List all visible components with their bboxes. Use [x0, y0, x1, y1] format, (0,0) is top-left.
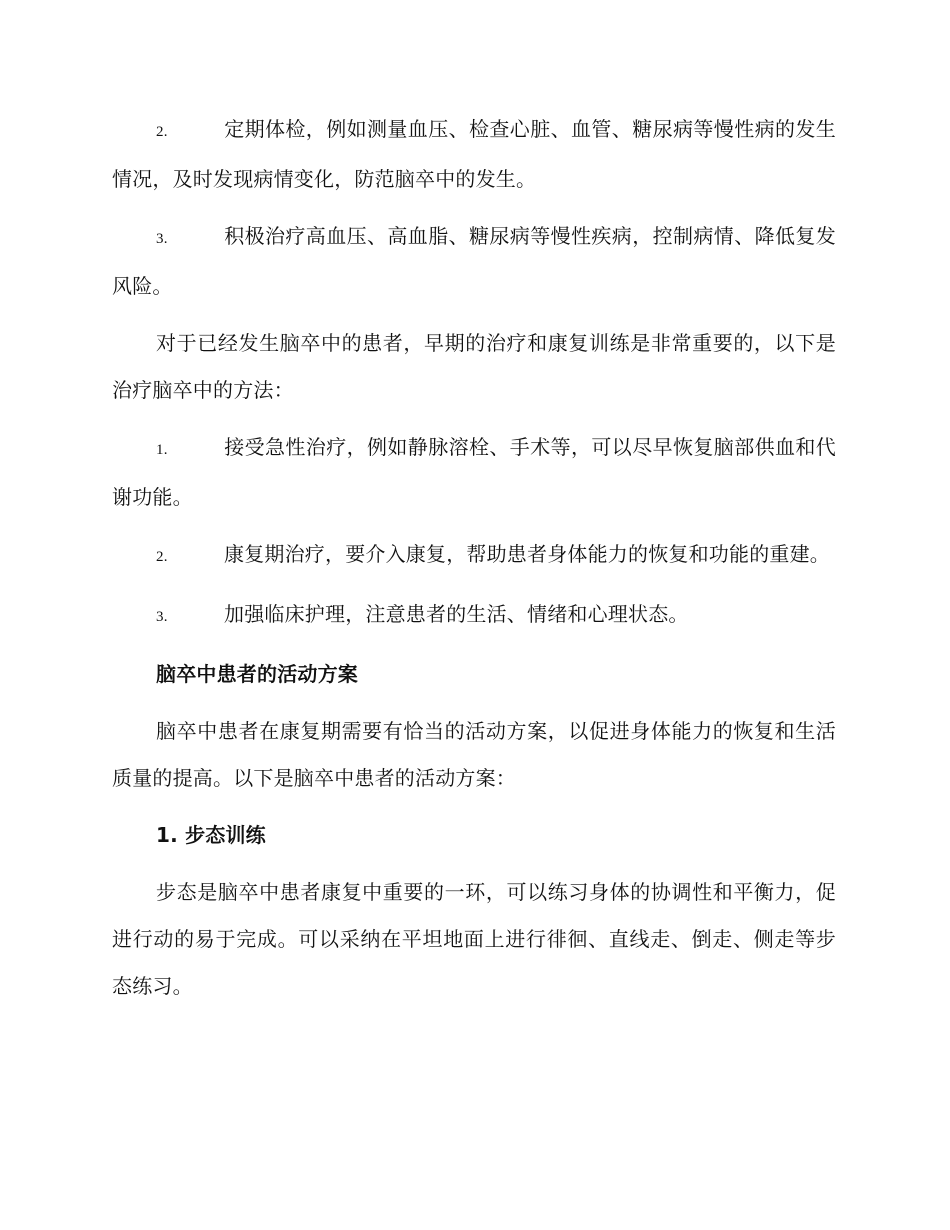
list-item [112, 591, 836, 641]
activity-intro-paragraph: 脑卒中患者在康复期需要有恰当的活动方案，以促进身体能力的恢复和生活质量的提高。以下是脑卒中患者的活动方案： [112, 719, 836, 790]
gait-training-paragraph: 步态是脑卒中患者康复中重要的一环，可以练习身体的协调性和平衡力，促进行动的易于完成。可以采纳在平坦地面上进行徘徊、直线走、倒走、侧走等步态练习。 [112, 880, 836, 998]
list-item-number: 2. [156, 549, 168, 565]
list-item-number: 3. [156, 231, 168, 247]
list-item-text: 积极治疗高血压、高血脂、糖尿病等慢性疾病，控制病情、降低复发风险。 [112, 224, 836, 298]
list-item-text: 接受急性治疗，例如静脉溶栓、手术等，可以尽早恢复脑部供血和代谢功能。 [112, 435, 836, 509]
list-item [112, 424, 836, 521]
list-item-number: 3. [156, 609, 168, 625]
list-item-text: 康复期治疗，要介入康复，帮助患者身体能力的恢复和功能的重建。 [224, 542, 830, 566]
list-item [112, 106, 836, 203]
treatment-intro-paragraph: 对于已经发生脑卒中的患者，早期的治疗和康复训练是非常重要的，以下是治疗脑卒中的方法： [112, 331, 836, 402]
list-item-text: 加强临床护理，注意患者的生活、情绪和心理状态。 [224, 602, 689, 626]
list-item-number: 1. [156, 442, 168, 458]
document-body [112, 106, 836, 1020]
subheading-gait-training: 1. 步态训练 [156, 823, 266, 847]
section-heading-activity: 脑卒中患者的活动方案 [156, 662, 358, 686]
list-item [112, 213, 836, 310]
list-item-number: 2. [156, 124, 168, 140]
list-item [112, 531, 836, 581]
list-item-text: 定期体检，例如测量血压、检查心脏、血管、糖尿病等慢性病的发生情况，及时发现病情变化，防范脑卒中的发生。 [112, 117, 836, 191]
